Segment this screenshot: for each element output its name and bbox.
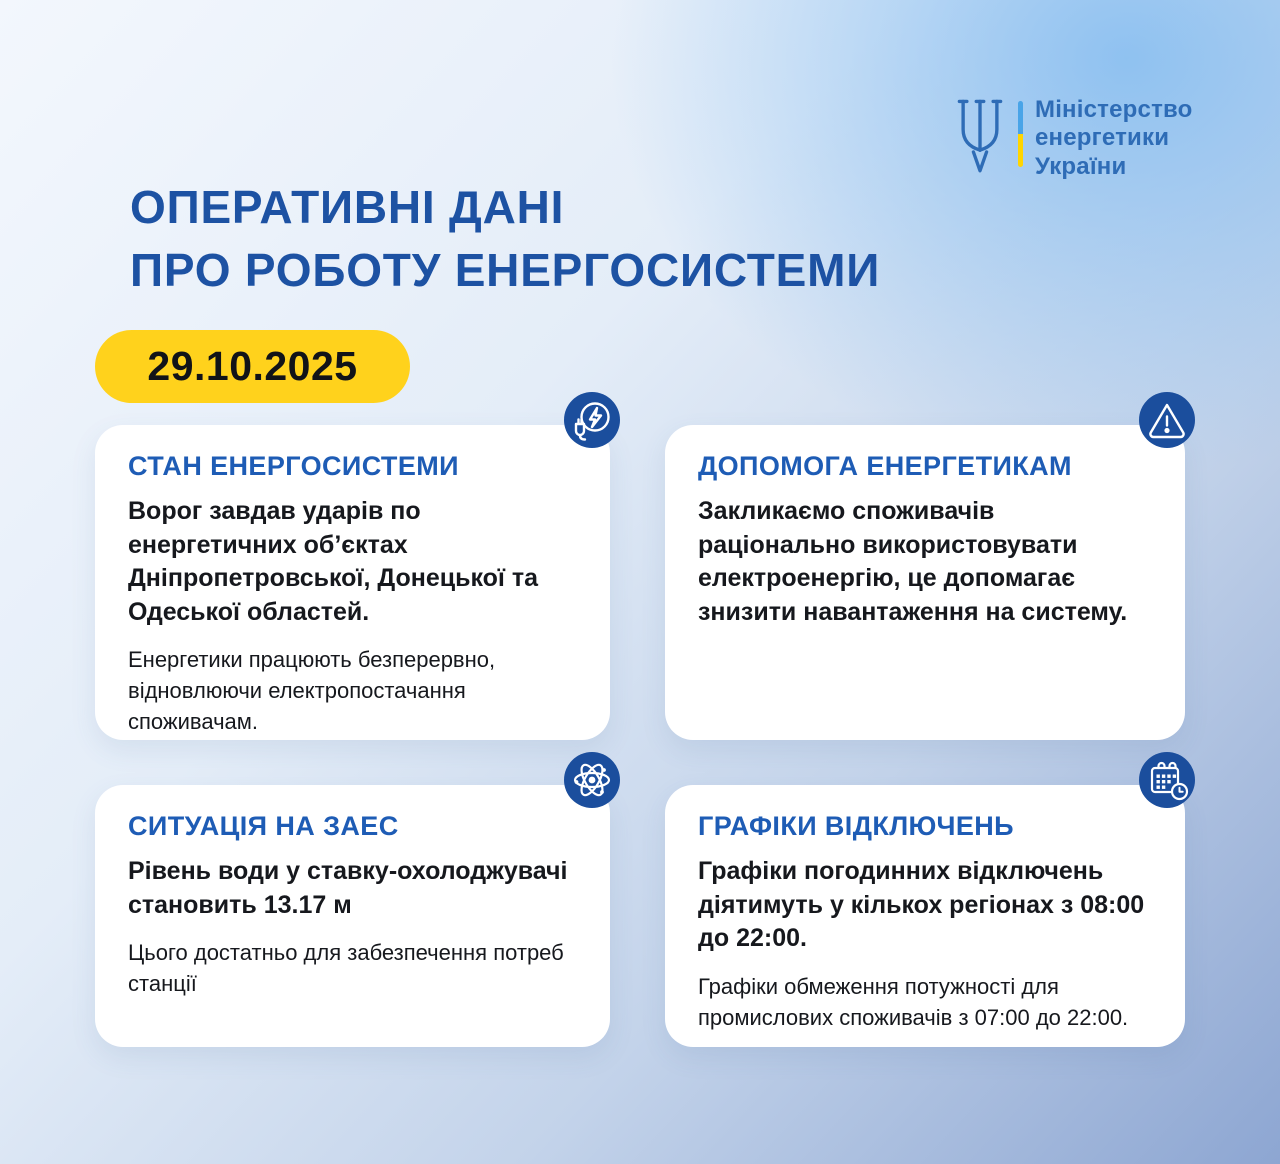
date-text: 29.10.2025 [147, 343, 358, 389]
card-help-energy-workers [665, 425, 1185, 740]
card-title: ГРАФІКИ ВІДКЛЮЧЕНЬ [698, 811, 1014, 841]
card-lead-text: Графіки погодинних відключень діятимуть у кількох регіонах з 08:00 до 22:00. [698, 857, 1145, 952]
plug-lightning-icon [564, 392, 620, 448]
ministry-name-line3: України [1035, 152, 1127, 180]
ministry-name [1035, 93, 1193, 181]
card-energy-state [95, 425, 610, 740]
card-lead-text: Рівень води у ставку-охолоджувачі становить 13.17 м [128, 857, 568, 919]
card-outage-schedules [665, 785, 1185, 1047]
atom-icon [564, 752, 620, 808]
card-body-text: Цього достатньо для забезпечення потреб станції [128, 940, 564, 997]
card-body-text: Графіки обмеження потужності для промислових споживачів з 07:00 до 22:00. [698, 973, 1129, 1030]
cards-grid [95, 425, 1185, 1047]
page-title [130, 176, 880, 303]
calendar-clock-icon [1139, 752, 1195, 808]
ministry-name-line2: енергетики [1035, 124, 1170, 152]
date-badge [95, 330, 410, 403]
card-title: СИТУАЦІЯ НА ЗАЕС [128, 811, 399, 841]
card-lead-text: Ворог завдав ударів по енергетичних об’єктах Дніпропетровської, Донецької та Одеської областей. [128, 497, 539, 626]
ministry-logo [950, 93, 1193, 181]
ukraine-trident-icon [950, 93, 1010, 181]
ministry-name-line1: Міністерство [1035, 96, 1193, 123]
page-title-line1: ОПЕРАТИВНІ ДАНІ [130, 181, 565, 233]
logo-divider-bar [1018, 101, 1023, 167]
logo-bar-blue [1018, 101, 1023, 134]
card-znpp-situation [95, 785, 610, 1047]
card-body-text: Енергетики працюють безперервно, відновлюючи електропостачання споживачам. [128, 647, 496, 735]
warning-triangle-icon [1139, 392, 1195, 448]
page-title-line2: ПРО РОБОТУ ЕНЕРГОСИСТЕМИ [130, 244, 881, 297]
card-lead-text: Закликаємо споживачів раціонально використовувати електроенергію, це допомагає знизити навантаження на систему. [698, 497, 1128, 626]
logo-bar-yellow [1018, 134, 1023, 167]
card-title: ДОПОМОГА ЕНЕРГЕТИКАМ [698, 451, 1072, 481]
card-title: СТАН ЕНЕРГОСИСТЕМИ [128, 451, 459, 481]
